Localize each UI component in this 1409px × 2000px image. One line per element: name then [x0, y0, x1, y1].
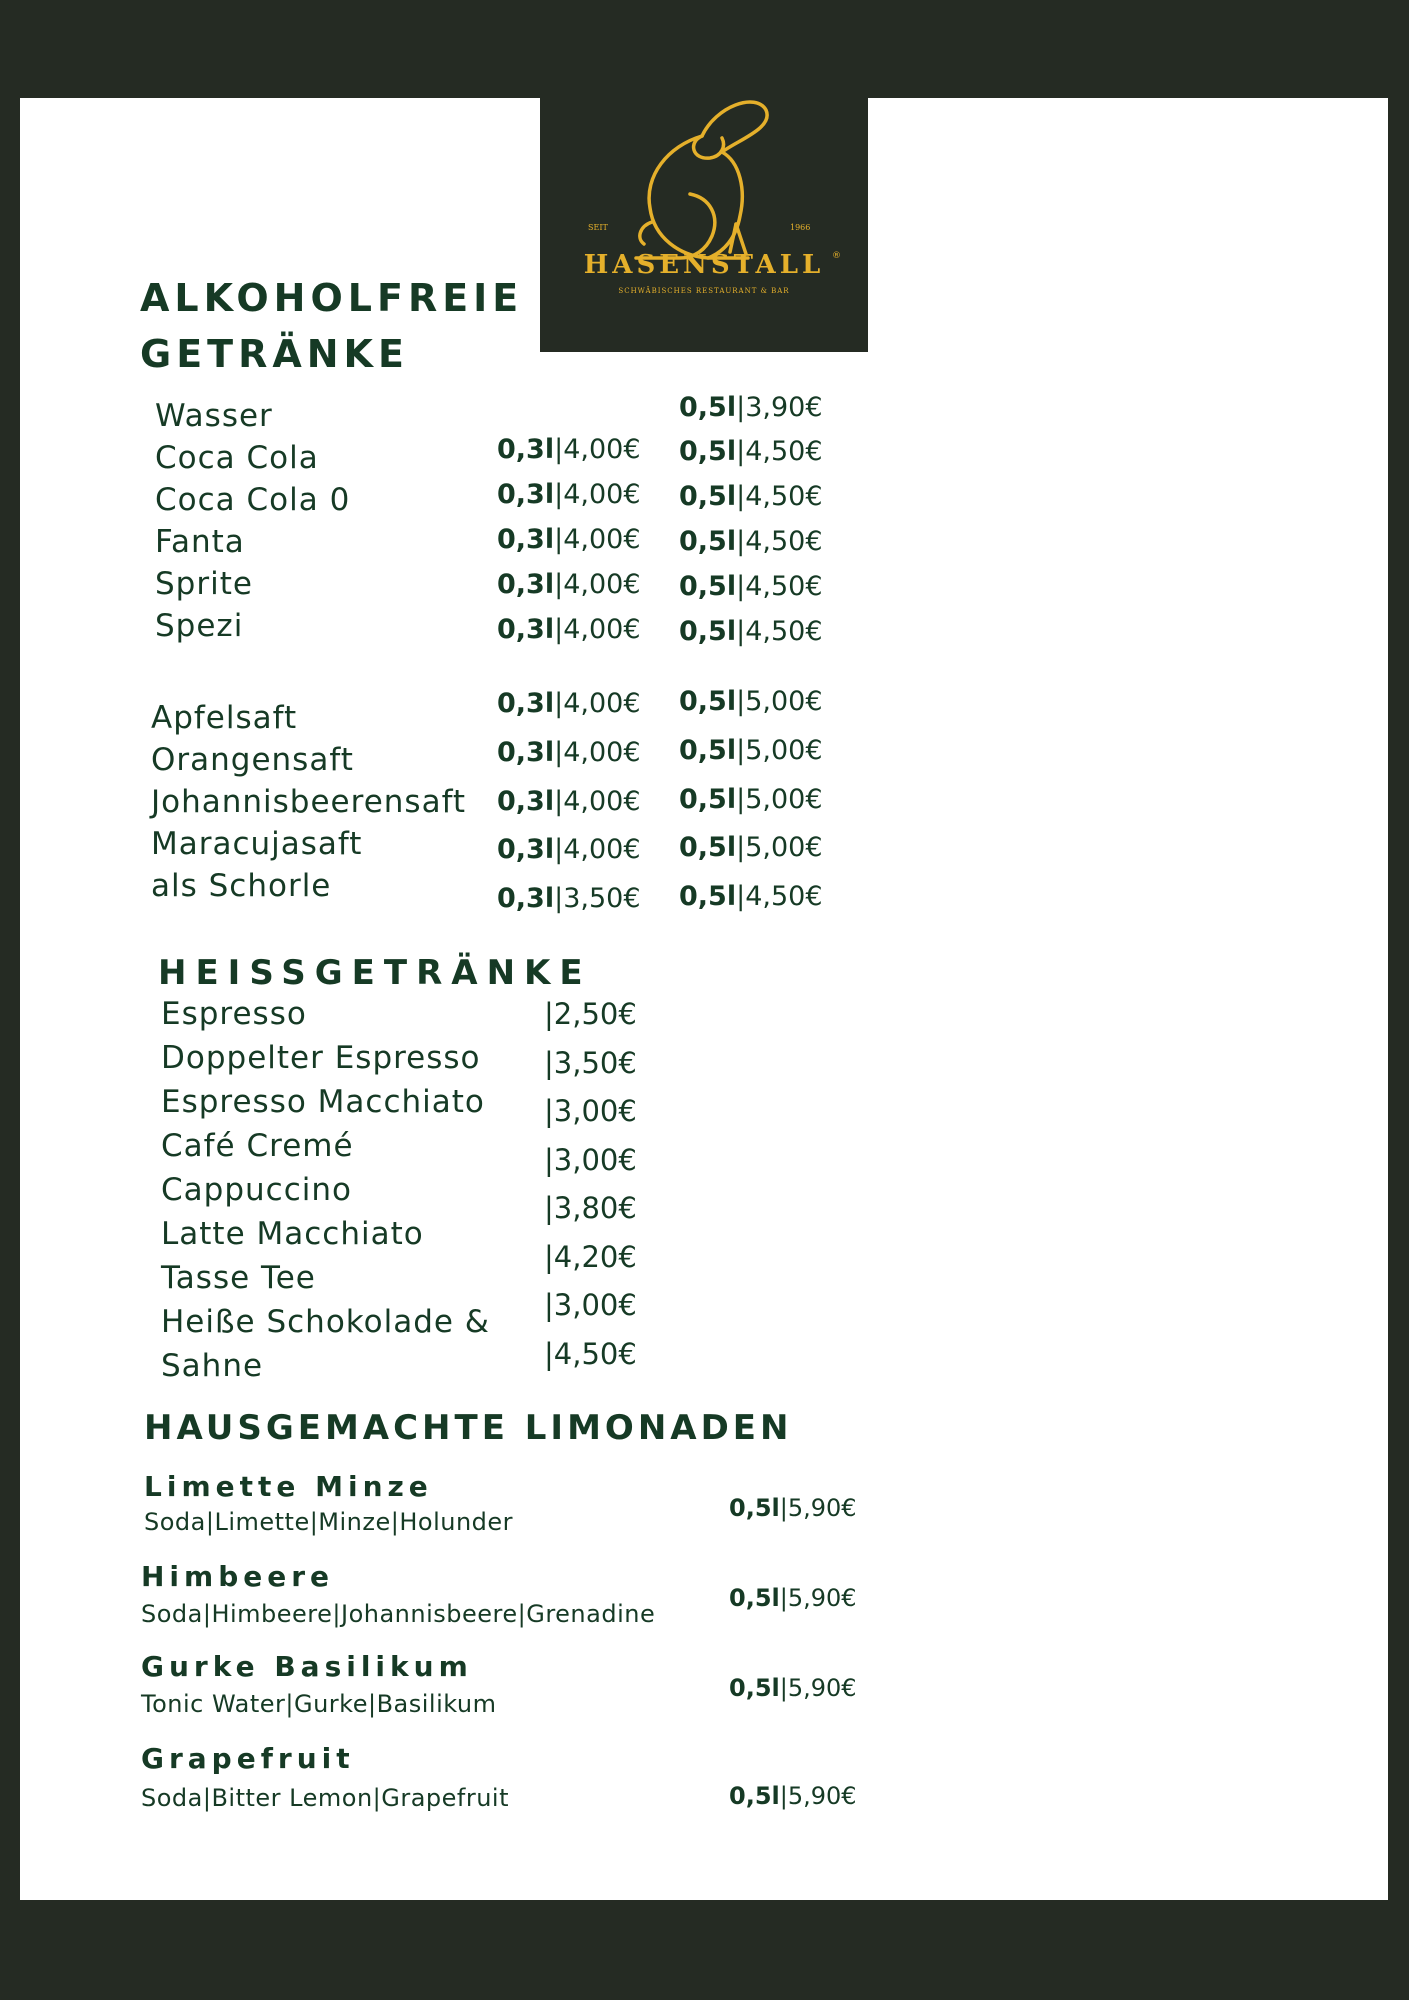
price-value: 3,00€ — [553, 1094, 637, 1128]
section-title-heiss: HEISSGETRÄNKE — [158, 953, 592, 993]
hot-drink-price — [544, 1288, 637, 1322]
price-separator: | — [736, 881, 746, 912]
price-separator: | — [544, 1336, 554, 1371]
volume-label: 0,5l — [679, 881, 737, 912]
hot-drink-name: Doppelter Espresso — [161, 1040, 481, 1076]
price-separator: | — [554, 688, 564, 719]
price-large — [679, 392, 823, 423]
volume-label: 0,5l — [729, 1782, 780, 1810]
price-large — [679, 784, 823, 815]
price-value: 4,00€ — [563, 737, 641, 768]
hot-drink-price — [544, 1046, 637, 1080]
lemonade-name: Gurke Basilikum — [141, 1650, 473, 1683]
volume-label: 0,5l — [679, 686, 737, 717]
price-small — [497, 883, 641, 914]
lemonade-price — [729, 1782, 857, 1810]
price-separator: | — [736, 392, 746, 423]
price-value: 5,90€ — [787, 1782, 857, 1810]
volume-label: 0,5l — [729, 1494, 780, 1522]
price-value: 2,50€ — [553, 997, 637, 1031]
price-separator: | — [554, 883, 564, 914]
section-title-limonaden: HAUSGEMACHTE LIMONADEN — [144, 1408, 793, 1448]
hot-drink-name: Café Cremé — [161, 1128, 354, 1164]
lemonade-name: Limette Minze — [144, 1470, 433, 1503]
volume-label: 0,3l — [497, 688, 555, 719]
price-value: 5,90€ — [787, 1584, 857, 1612]
hot-drink-name: Cappuccino — [161, 1172, 352, 1208]
hot-drink-name: Heiße Schokolade & — [161, 1304, 490, 1340]
price-small — [497, 524, 641, 555]
hot-drink-price — [544, 1191, 637, 1225]
hot-drink-price — [544, 1240, 637, 1274]
price-separator: | — [554, 614, 564, 645]
brand-tagline: SCHWÄBISCHES RESTAURANT & BAR — [618, 287, 790, 295]
price-value: 5,00€ — [745, 832, 823, 863]
price-value: 4,00€ — [563, 614, 641, 645]
price-value: 4,50€ — [745, 616, 823, 647]
price-small — [497, 434, 641, 465]
price-value: 5,00€ — [745, 784, 823, 815]
lemonade-name: Grapefruit — [141, 1742, 355, 1775]
volume-label: 0,3l — [497, 614, 555, 645]
price-large — [679, 735, 823, 766]
seit-label: SEIT — [588, 223, 608, 232]
price-value: 4,00€ — [563, 834, 641, 865]
rabbit-icon — [636, 102, 767, 258]
price-separator: | — [544, 1045, 554, 1080]
price-separator: | — [736, 481, 746, 512]
drink-name: Fanta — [155, 524, 245, 560]
price-separator: | — [779, 1782, 788, 1810]
price-value: 5,90€ — [787, 1494, 857, 1522]
volume-label: 0,3l — [497, 834, 555, 865]
price-separator: | — [736, 832, 746, 863]
price-large — [679, 571, 823, 602]
juice-name: Maracujasaft — [151, 826, 363, 862]
price-value: 3,00€ — [553, 1288, 637, 1322]
price-large — [679, 686, 823, 717]
logo — [540, 98, 868, 352]
lemonade-ingredients: Soda|Bitter Lemon|Grapefruit — [141, 1784, 510, 1812]
price-separator: | — [544, 1288, 554, 1322]
price-small — [497, 614, 641, 645]
price-large — [679, 832, 823, 863]
volume-label: 0,5l — [679, 392, 737, 423]
price-value: 3,90€ — [745, 392, 823, 423]
volume-label: 0,3l — [497, 569, 555, 600]
hot-drink-name: Sahne — [161, 1348, 264, 1384]
price-value: 4,00€ — [563, 434, 641, 465]
price-value: 5,00€ — [745, 735, 823, 766]
lemonade-ingredients: Soda|Himbeere|Johannisbeere|Grenadine — [141, 1600, 656, 1628]
hot-drink-price — [544, 1337, 637, 1371]
price-separator: | — [736, 735, 746, 766]
lemonade-price — [729, 1584, 857, 1612]
price-value: 4,50€ — [745, 481, 823, 512]
price-large — [679, 481, 823, 512]
price-value: 4,00€ — [563, 569, 641, 600]
price-separator: | — [554, 834, 564, 865]
drink-name: Wasser — [155, 398, 273, 434]
price-value: 4,00€ — [563, 524, 641, 555]
price-separator: | — [544, 1094, 554, 1128]
volume-label: 0,5l — [679, 784, 737, 815]
price-value: 4,50€ — [745, 571, 823, 602]
drink-name: Sprite — [155, 566, 253, 602]
price-value: 4,50€ — [745, 881, 823, 912]
price-value: 4,50€ — [745, 526, 823, 557]
price-small — [497, 479, 641, 510]
price-value: 3,00€ — [553, 1142, 637, 1177]
price-large — [679, 881, 823, 912]
drink-name: Coca Cola — [155, 440, 319, 476]
volume-label: 0,3l — [497, 434, 555, 465]
price-separator: | — [736, 571, 746, 602]
price-small — [497, 688, 641, 719]
price-separator: | — [736, 784, 746, 815]
price-small — [497, 786, 641, 817]
price-value: 3,80€ — [553, 1191, 637, 1225]
price-value: 4,00€ — [563, 786, 641, 817]
price-value: 4,00€ — [563, 479, 641, 510]
lemonade-ingredients: Soda|Limette|Minze|Holunder — [144, 1508, 514, 1536]
drink-name: Spezi — [155, 608, 244, 644]
juice-name: Apfelsaft — [151, 700, 298, 736]
price-separator: | — [554, 737, 564, 768]
volume-label: 0,5l — [679, 436, 737, 467]
price-value: 4,50€ — [745, 436, 823, 467]
price-separator: | — [554, 434, 564, 465]
price-value: 5,00€ — [745, 686, 823, 717]
volume-label: 0,5l — [679, 735, 737, 766]
volume-label: 0,5l — [679, 571, 737, 602]
price-separator: | — [736, 686, 746, 717]
lemonade-price — [729, 1494, 857, 1522]
price-value: 4,50€ — [553, 1336, 637, 1371]
hot-drink-name: Latte Macchiato — [161, 1216, 424, 1252]
price-small — [497, 737, 641, 768]
price-separator: | — [736, 436, 746, 467]
volume-label: 0,3l — [497, 479, 555, 510]
lemonade-price — [729, 1674, 857, 1702]
price-small — [497, 834, 641, 865]
registered-mark: ® — [832, 251, 841, 261]
lemonade-ingredients: Tonic Water|Gurke|Basilikum — [141, 1690, 497, 1718]
price-value: 4,20€ — [553, 1239, 637, 1274]
price-small — [497, 569, 641, 600]
price-separator: | — [779, 1494, 788, 1522]
volume-label: 0,3l — [497, 786, 555, 817]
hot-drink-name: Espresso — [161, 996, 307, 1032]
volume-label: 0,5l — [729, 1584, 780, 1612]
drink-name: Coca Cola 0 — [155, 482, 351, 518]
volume-label: 0,3l — [497, 737, 555, 768]
price-large — [679, 436, 823, 467]
price-separator: | — [554, 524, 564, 555]
hot-drink-name: Espresso Macchiato — [161, 1084, 485, 1120]
volume-label: 0,5l — [679, 616, 737, 647]
price-separator: | — [779, 1674, 788, 1702]
section-title-alkoholfrei: ALKOHOLFREIE GETRÄNKE — [140, 276, 524, 376]
price-large — [679, 526, 823, 557]
price-separator: | — [554, 786, 564, 817]
price-separator: | — [544, 997, 554, 1031]
price-separator: | — [779, 1584, 788, 1612]
price-value: 3,50€ — [563, 883, 641, 914]
volume-label: 0,5l — [679, 526, 737, 557]
price-separator: | — [736, 526, 746, 557]
volume-label: 0,5l — [679, 481, 737, 512]
price-separator: | — [544, 1142, 554, 1177]
lemonade-name: Himbeere — [141, 1560, 335, 1593]
hot-drink-name: Tasse Tee — [161, 1260, 316, 1296]
price-separator: | — [544, 1191, 554, 1225]
price-separator: | — [554, 479, 564, 510]
price-value: 4,00€ — [563, 688, 641, 719]
price-separator: | — [544, 1239, 554, 1274]
hot-drink-price — [544, 997, 637, 1031]
price-large — [679, 616, 823, 647]
price-separator: | — [736, 616, 746, 647]
volume-label: 0,5l — [679, 832, 737, 863]
juice-name: als Schorle — [151, 868, 332, 904]
volume-label: 0,5l — [729, 1674, 780, 1702]
juice-name: Johannisbeerensaft — [151, 784, 467, 820]
price-value: 3,50€ — [553, 1045, 637, 1080]
price-separator: | — [554, 569, 564, 600]
year-label: 1966 — [790, 223, 811, 232]
volume-label: 0,3l — [497, 524, 555, 555]
hot-drink-price — [544, 1143, 637, 1177]
volume-label: 0,3l — [497, 883, 555, 914]
price-value: 5,90€ — [787, 1674, 857, 1702]
juice-name: Orangensaft — [151, 742, 354, 778]
hot-drink-price — [544, 1094, 637, 1128]
brand-name: HASENSTALL — [583, 250, 825, 280]
